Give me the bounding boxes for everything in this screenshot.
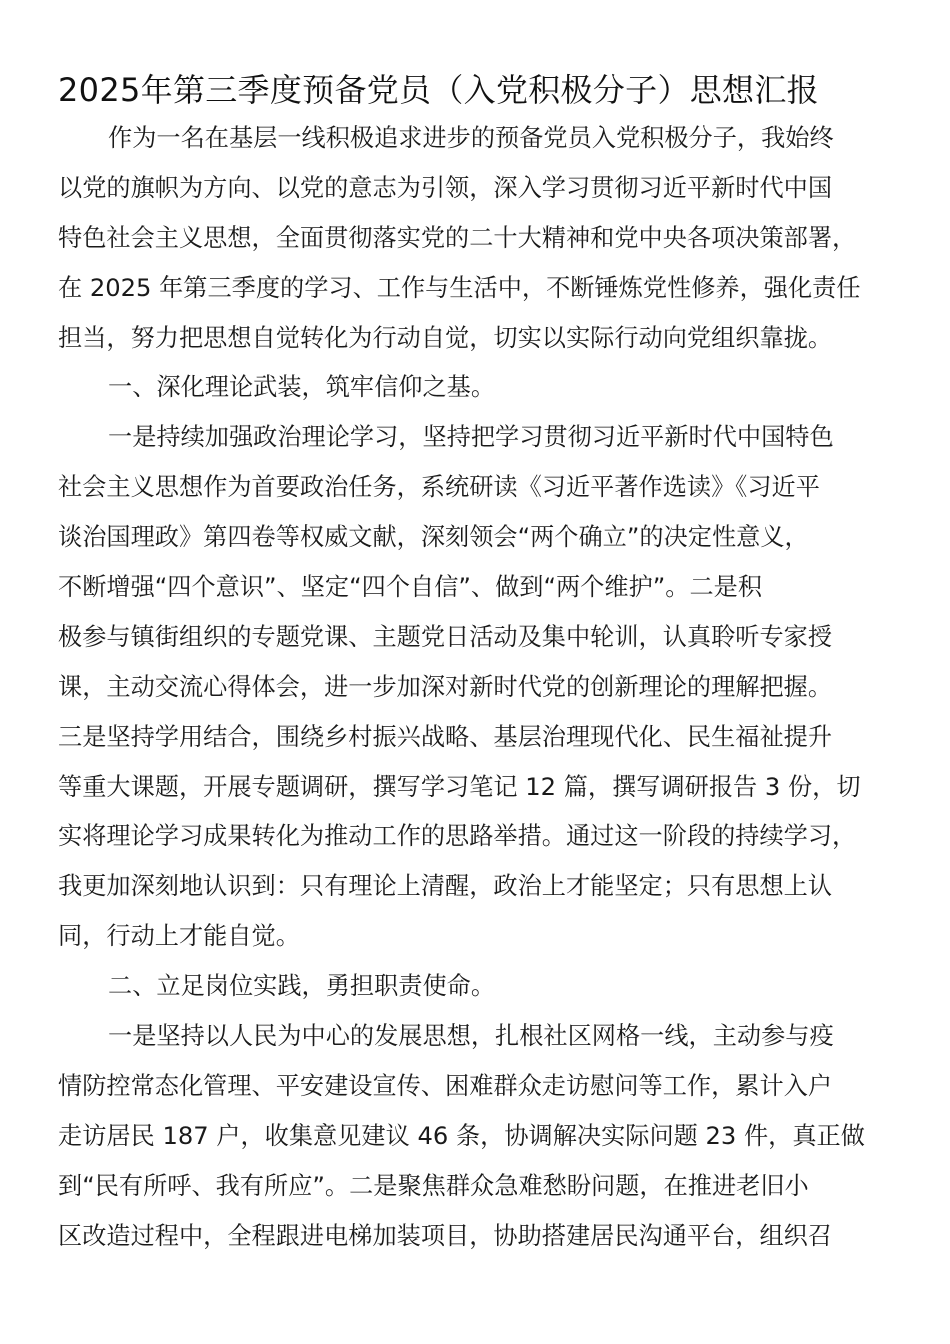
paragraph-line: 社会主义思想作为首要政治任务，系统研读《习近平著作选读》《习近平 (58, 473, 820, 502)
paragraph-line: 作为一名在基层一线积极追求进步的预备党员入党积极分子，我始终 (108, 124, 834, 152)
paragraph-line: 在 2025 年第三季度的学习、工作与生活中，不断锤炼党性修养，强化责任 (58, 273, 861, 302)
paragraph-line: 一是坚持以人民为中心的发展思想，扎根社区网格一线，主动参与疫 (108, 1022, 834, 1051)
paragraph-line: 担当，努力把思想自觉转化为行动自觉，切实以实际行动向党组织靠拢。 (58, 323, 833, 352)
paragraph-line: 区改造过程中，全程跟进电梯加装项目，协助搭建居民沟通平台，组织召 (58, 1221, 833, 1250)
section-heading: 二、立足岗位实践，勇担职责使命。 (108, 972, 496, 1001)
paragraph-line: 谈治国理政》第四卷等权威文献，深刻领会“两个确立”的决定性意义， (58, 523, 809, 552)
paragraph-line: 不断增强“四个意识”、坚定“四个自信”、做到“两个维护”。二是积 (58, 573, 763, 602)
paragraph-line: 等重大课题，开展专题调研，撰写学习笔记 12 篇，撰写调研报告 3 份，切 (58, 772, 861, 801)
document-title: 2025年第三季度预备党员（入党积极分子）思想汇报 (58, 71, 819, 109)
paragraph-line: 情防控常态化管理、平安建设宣传、困难群众走访慰问等工作，累计入户 (58, 1071, 833, 1100)
document-body (58, 114, 898, 1261)
paragraph-line: 我更加深刻地认识到：只有理论上清醒，政治上才能坚定；只有思想上认 (58, 872, 833, 901)
paragraph-line: 到“民有所呼、我有所应”。二是聚焦群众急难愁盼问题，在推进老旧小 (58, 1171, 809, 1200)
paragraph-line: 实将理论学习成果转化为推动工作的思路举措。通过这一阶段的持续学习， (58, 822, 857, 851)
paragraph-line: 课，主动交流心得体会，进一步加深对新时代党的创新理论的理解把握。 (58, 672, 833, 701)
paragraph-line: 特色社会主义思想，全面贯彻落实党的二十大精神和党中央各项决策部署， (58, 223, 857, 252)
paragraph-line: 一是持续加强政治理论学习，坚持把学习贯彻习近平新时代中国特色 (108, 423, 834, 452)
paragraph-line: 三是坚持学用结合，围绕乡村振兴战略、基层治理现代化、民生福祉提升 (58, 722, 833, 751)
section-heading: 一、深化理论武装，筑牢信仰之基。 (108, 373, 496, 402)
paragraph-line: 同，行动上才能自觉。 (58, 922, 300, 951)
paragraph-line: 极参与镇街组织的专题党课、主题党日活动及集中轮训，认真聆听专家授 (58, 622, 833, 651)
paragraph-line: 以党的旗帜为方向、以党的意志为引领，深入学习贯彻习近平新时代中国 (58, 173, 833, 202)
paragraph-line: 走访居民 187 户，收集意见建议 46 条，协调解决实际问题 23 件，真正做 (58, 1121, 865, 1150)
